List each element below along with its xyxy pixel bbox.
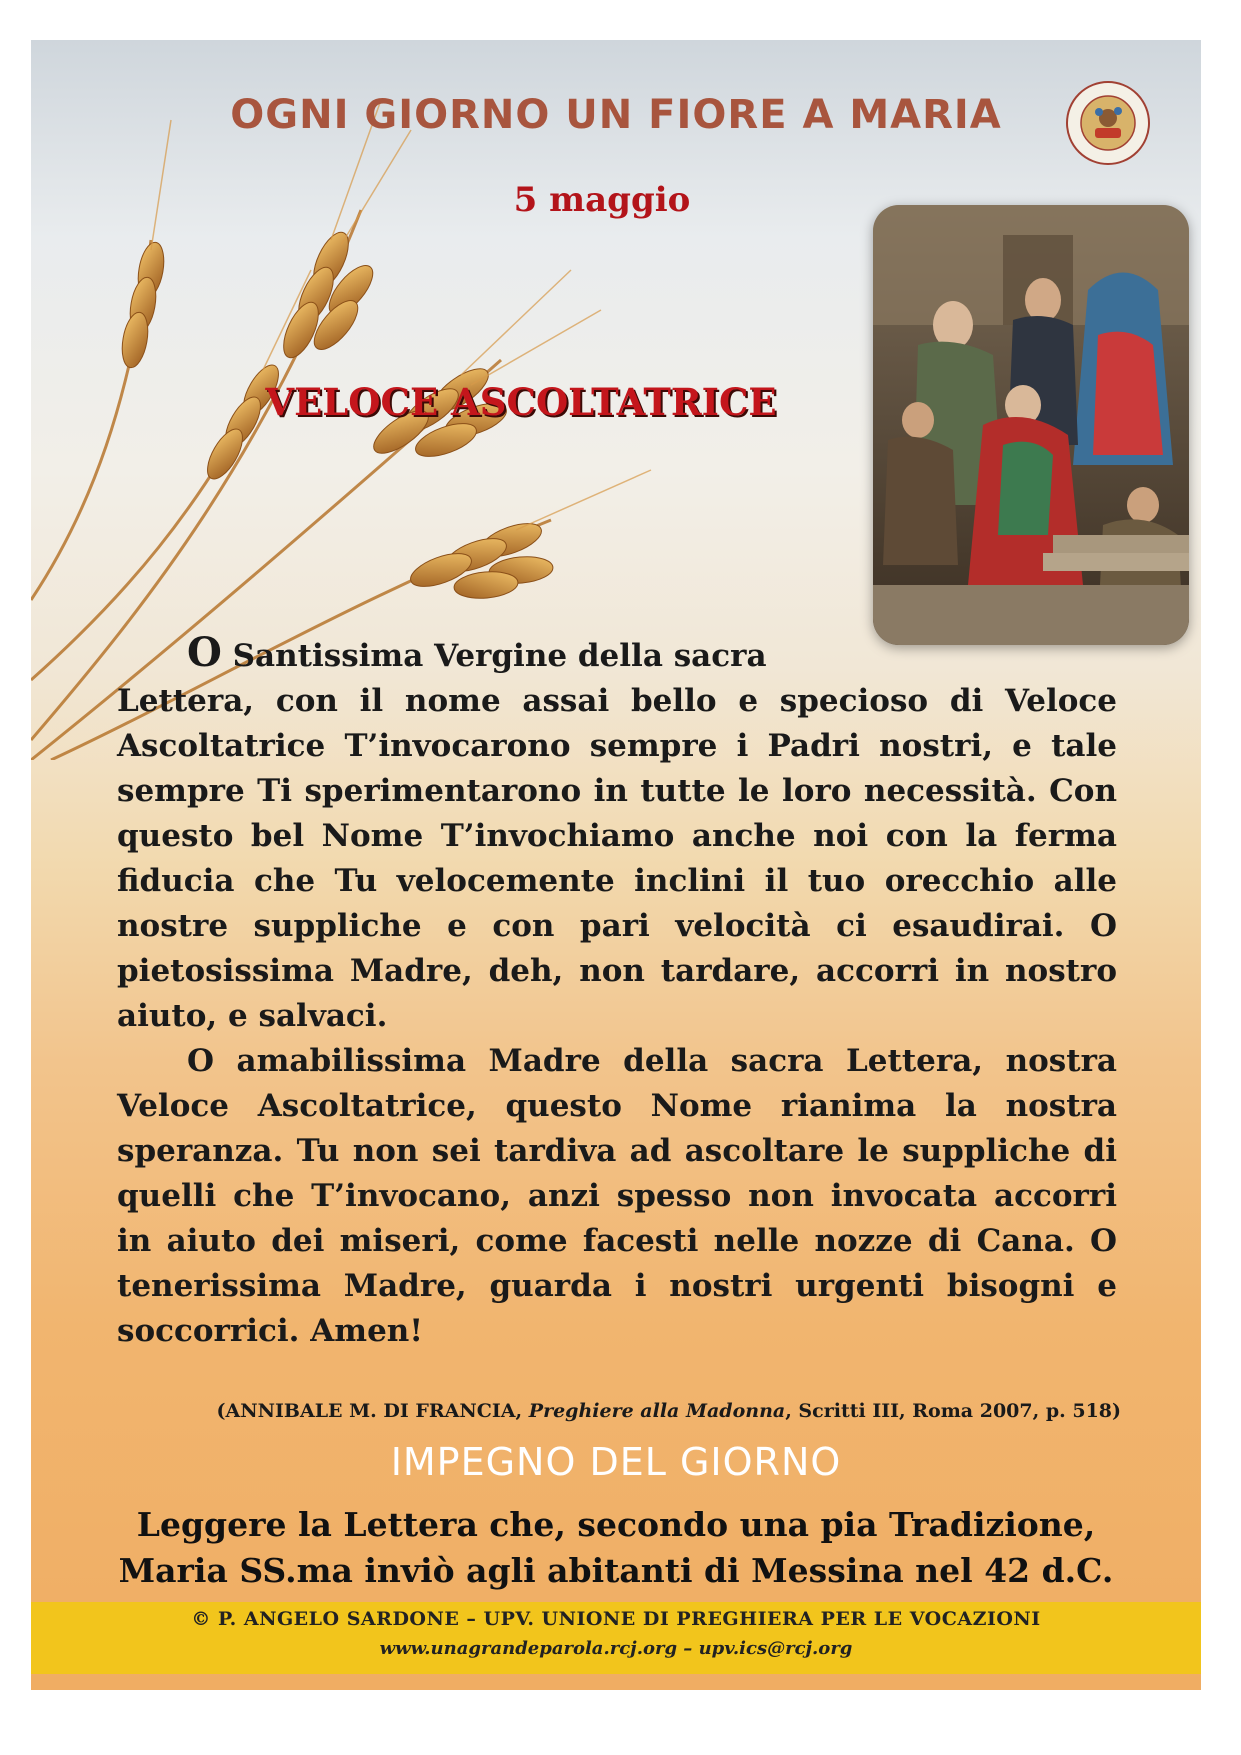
- citation-details: , Scritti III, Roma 2007, p. 518): [785, 1400, 1121, 1422]
- prayer-body: [117, 630, 1117, 1354]
- citation: [181, 1400, 1121, 1422]
- prayer-paragraph-2: O amabilissima Madre della sacra Lettera, nostra Veloce Ascoltatrice, questo Nome rianima la nostra speranza. Tu non sei tardiva ad ascoltare le suppliche di quelli che T’invocano, anzi spesso non invocata accorri in aiuto dei miseri, come facesti nelle nozze di Cana. O tenerissima Madre, guarda i nostri urgenti bisogni e soccorrici. Amen!: [117, 1043, 1117, 1349]
- citation-separator: ,: [515, 1400, 529, 1422]
- prayer-paragraph-1-rest: Lettera, con il nome assai bello e specioso di Veloce Ascoltatrice T’invocarono sempre i Padri nostri, e tale sempre Ti sperimentarono in tutte le loro necessità. Con questo bel Nome T’invochiamo anche noi con la ferma fiducia che Tu velocemente inclini il tuo orecchio alle nostre suppliche e con pari velocità ci esaudirai. O pietosissima Madre, deh, non tardare, accorri in nostro aiuto, e salvaci.: [117, 683, 1117, 1034]
- prayer-paragraph-1: [117, 630, 1117, 1039]
- prayer-initial: O: [187, 629, 222, 676]
- impegno-label: IMPEGNO DEL GIORNO: [390, 1440, 842, 1484]
- prayer-first-line: [187, 629, 767, 676]
- wedding-at-cana-painting: [873, 205, 1189, 645]
- daily-task: [91, 1502, 1141, 1594]
- prayer-card: [31, 40, 1201, 1690]
- citation-author: ANNIBALE M. DI FRANCIA: [225, 1400, 516, 1422]
- daily-task-line-2: Maria SS.ma inviò agli abitanti di Messina nel 42 d.C.: [118, 1551, 1114, 1590]
- prayer-heading: VELOCE ASCOLTATRICE: [265, 380, 777, 424]
- footer-copyright: © P. ANGELO SARDONE – UPV. UNIONE DI PREGHIERA PER LE VOCAZIONI: [191, 1608, 1041, 1630]
- citation-open: (: [216, 1400, 226, 1422]
- unione-preghiera-logo: [1065, 80, 1151, 166]
- date-label: 5 maggio: [513, 180, 691, 220]
- citation-book: Preghiere alla Madonna: [528, 1400, 786, 1422]
- daily-task-line-1: Leggere la Lettera che, secondo una pia Tradizione,: [136, 1505, 1096, 1544]
- page-title: OGNI GIORNO UN FIORE A MARIA: [230, 92, 1002, 138]
- prayer-line-1: Santissima Vergine della sacra: [232, 638, 767, 674]
- footer-contacts: www.unagrandeparola.rcj.org – upv.ics@rcj.org: [379, 1638, 853, 1659]
